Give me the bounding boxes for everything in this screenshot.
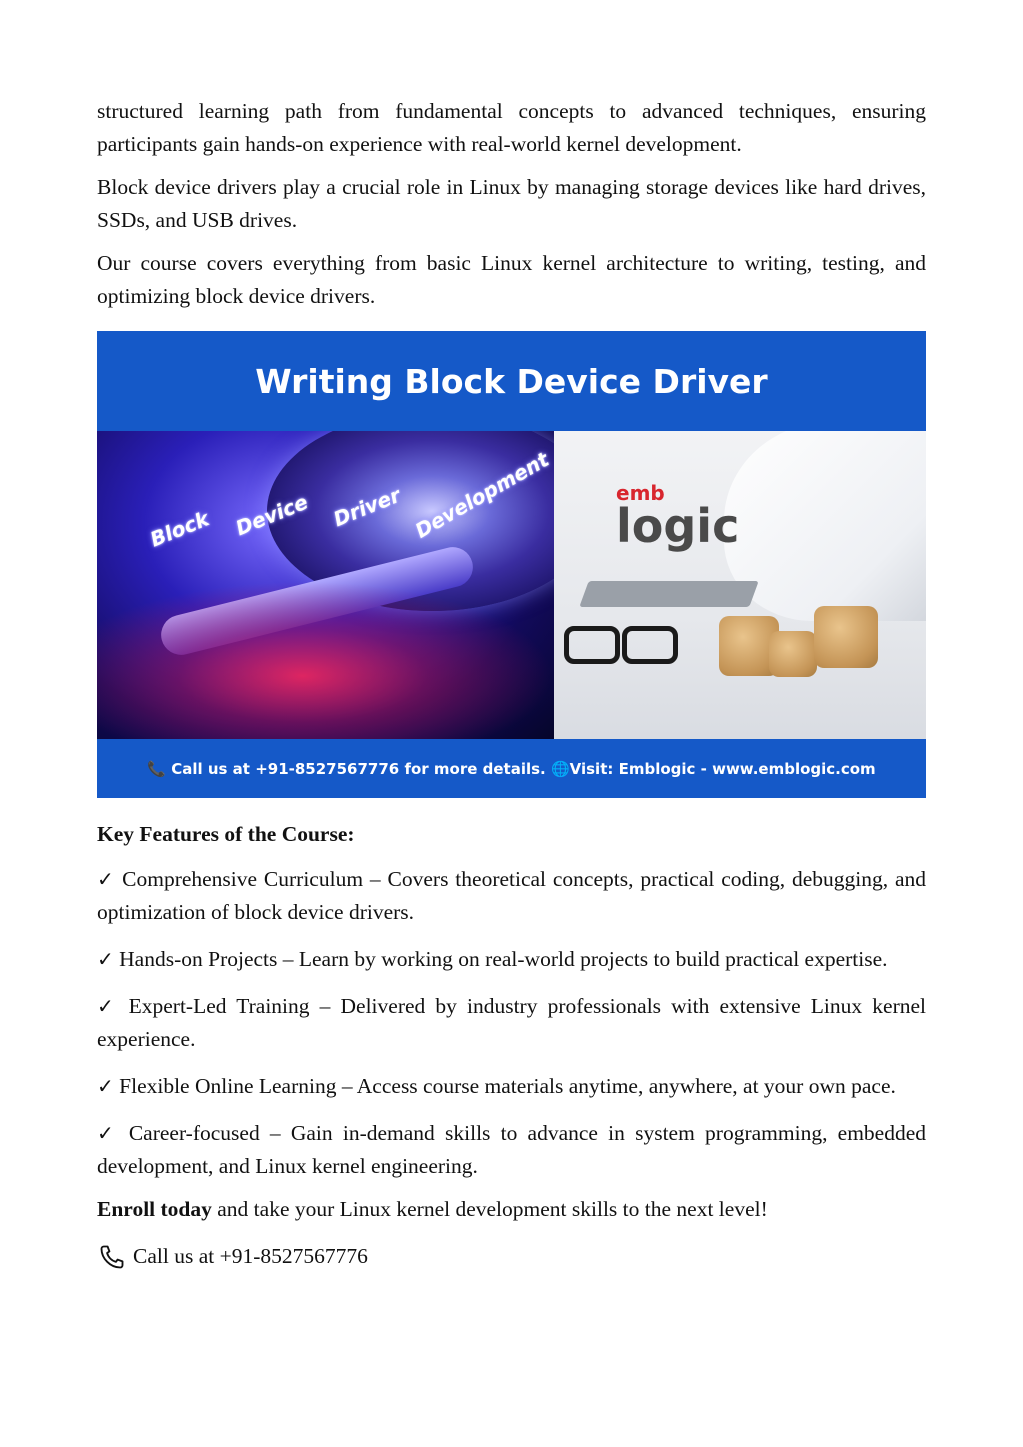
red-glow bbox=[97, 581, 554, 739]
feature-text: Hands-on Projects – Learn by working on real-world projects to build practical expertise. bbox=[119, 947, 888, 971]
banner-word-device: Device bbox=[232, 489, 312, 541]
check-icon: ✓ bbox=[97, 867, 116, 891]
banner-contact-line: 📞 Call us at +91-8527567776 for more details. 🌐Visit: Emblogic - www.emblogic.com bbox=[147, 759, 876, 778]
document-page bbox=[97, 95, 926, 1273]
check-icon: ✓ bbox=[97, 994, 119, 1018]
puzzle-piece-icon bbox=[769, 631, 817, 677]
course-banner-image bbox=[97, 331, 926, 798]
enroll-bold: Enroll today bbox=[97, 1197, 212, 1221]
call-text: Call us at +91-8527567776 bbox=[133, 1244, 368, 1268]
phone-icon bbox=[97, 1243, 127, 1271]
feature-item bbox=[97, 1070, 926, 1103]
feature-item bbox=[97, 863, 926, 929]
check-icon: ✓ bbox=[97, 947, 114, 971]
enroll-rest: and take your Linux kernel development skills to the next level! bbox=[211, 1197, 768, 1221]
emblogic-logo: emb logic bbox=[616, 481, 740, 553]
hard-drive-photo bbox=[97, 431, 554, 739]
enroll-line bbox=[97, 1193, 926, 1226]
banner-word-block: Block bbox=[146, 506, 213, 552]
feature-item bbox=[97, 943, 926, 976]
puzzle-piece-icon bbox=[814, 606, 878, 668]
intro-paragraph-1: structured learning path from fundamental concepts to advanced techniques, ensuring participants gain hands-on experience with real-world kernel development. bbox=[97, 99, 926, 156]
glasses-icon bbox=[564, 626, 674, 656]
intro-paragraph-2: Block device drivers play a crucial role in Linux by managing storage devices like hard drives, SSDs, and USB drives. bbox=[97, 175, 926, 232]
banner-word-driver: Driver bbox=[330, 482, 404, 532]
feature-item bbox=[97, 990, 926, 1056]
feature-text: Flexible Online Learning – Access course materials anytime, anywhere, at your own pace. bbox=[119, 1074, 896, 1098]
check-icon: ✓ bbox=[97, 1121, 119, 1145]
banner-word-development: Development bbox=[411, 447, 553, 543]
feature-text: Expert-Led Training – Delivered by industry professionals with extensive Linux kernel experience. bbox=[97, 994, 926, 1051]
intro-paragraph-3: Our course covers everything from basic Linux kernel architecture to writing, testing, and optimizing block device drivers. bbox=[97, 251, 926, 308]
feature-text: Career-focused – Gain in-demand skills to advance in system programming, embedded development, and Linux kernel engineering. bbox=[97, 1121, 927, 1178]
call-line bbox=[97, 1240, 926, 1273]
features-heading: Key Features of the Course: bbox=[97, 822, 355, 846]
banner-title: Writing Block Device Driver bbox=[255, 361, 768, 401]
laptop-shape bbox=[579, 581, 758, 607]
check-icon: ✓ bbox=[97, 1074, 114, 1098]
feature-text: Comprehensive Curriculum – Covers theoretical concepts, practical coding, debugging, and optimization of block device drivers. bbox=[97, 867, 927, 924]
feature-item bbox=[97, 1117, 926, 1183]
office-photo bbox=[554, 431, 926, 739]
